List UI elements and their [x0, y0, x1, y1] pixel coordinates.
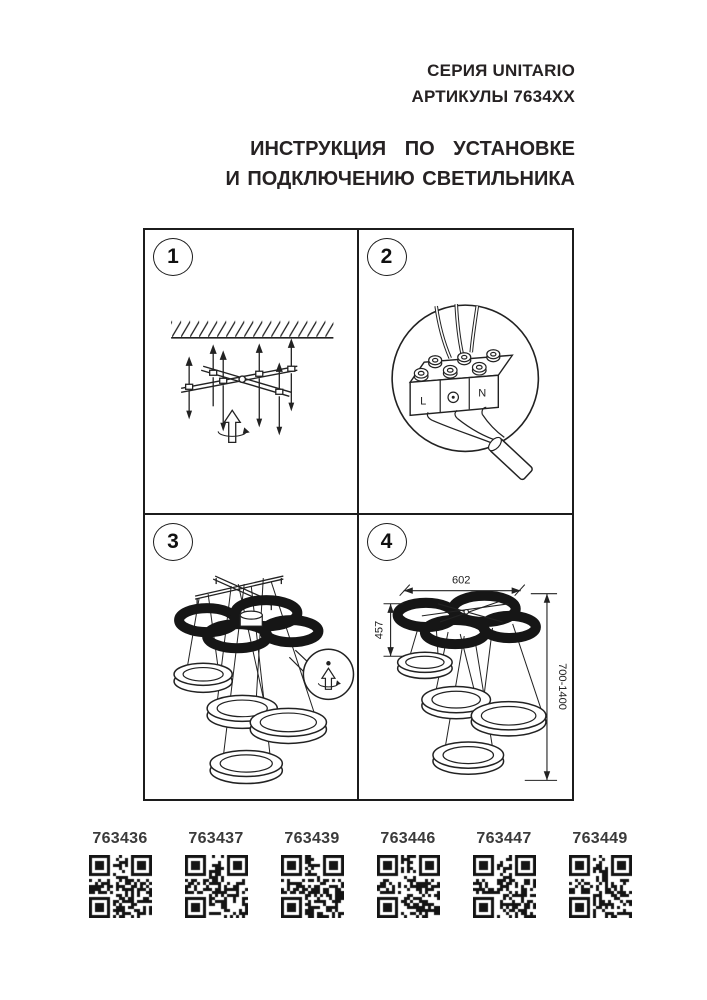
article-item [375, 830, 441, 918]
article-item [87, 830, 153, 918]
terminal-neutral-label: N [477, 387, 486, 400]
qr-code [473, 855, 536, 918]
qr-code [377, 855, 440, 918]
title-line-2: И ПОДКЛЮЧЕНИЮ СВЕТИЛЬНИКА [225, 168, 575, 190]
main-title [225, 134, 575, 194]
qr-code [281, 855, 344, 918]
qr-code [89, 855, 152, 918]
steps-grid [143, 228, 574, 801]
step-cell-4 [359, 515, 573, 800]
ceiling-hatch-icon [171, 320, 333, 338]
step-number: 4 [380, 529, 393, 553]
dimension-depth-label: 457 [373, 620, 386, 639]
step-number-badge [367, 523, 407, 561]
article-number: 763449 [572, 830, 628, 847]
light-rings-icon [397, 652, 545, 774]
article-number: 763447 [476, 830, 532, 847]
dimension-width [399, 574, 524, 595]
dimension-width-label: 602 [451, 574, 470, 587]
dimension-drop-label: 700-1400 [555, 662, 568, 710]
article-number: 763436 [92, 830, 148, 847]
canopy-hub-icon [240, 611, 262, 626]
article-item [183, 830, 249, 918]
step-cell-3 [145, 515, 359, 800]
step-number: 3 [167, 529, 179, 553]
article-item [567, 830, 633, 918]
step-number-badge [153, 523, 193, 561]
step-number-badge [153, 238, 193, 276]
brand-block [411, 58, 575, 110]
series-title: СЕРИЯ UNITARIO [427, 61, 575, 80]
step-cell-1 [145, 230, 359, 515]
mounting-screws-icon [186, 340, 295, 433]
article-qr-section [87, 830, 633, 918]
qr-code [185, 855, 248, 918]
title-line-1: ИНСТРУКЦИЯ ПО УСТАНОВКЕ [250, 138, 575, 160]
article-number: 763439 [284, 830, 340, 847]
terminal-live-label: L [419, 395, 426, 408]
article-item [279, 830, 345, 918]
qr-code [569, 855, 632, 918]
step-number: 2 [380, 245, 393, 268]
articles-subtitle: АРТИКУЛЫ 7634XX [411, 87, 575, 106]
step-cell-2 [359, 230, 573, 515]
article-number: 763446 [380, 830, 436, 847]
step-number: 1 [167, 245, 179, 268]
article-item [471, 830, 537, 918]
step-number-badge [367, 238, 407, 276]
detail-callout-icon [289, 649, 353, 699]
article-number: 763437 [188, 830, 244, 847]
canopy-rings-icon [397, 595, 535, 643]
